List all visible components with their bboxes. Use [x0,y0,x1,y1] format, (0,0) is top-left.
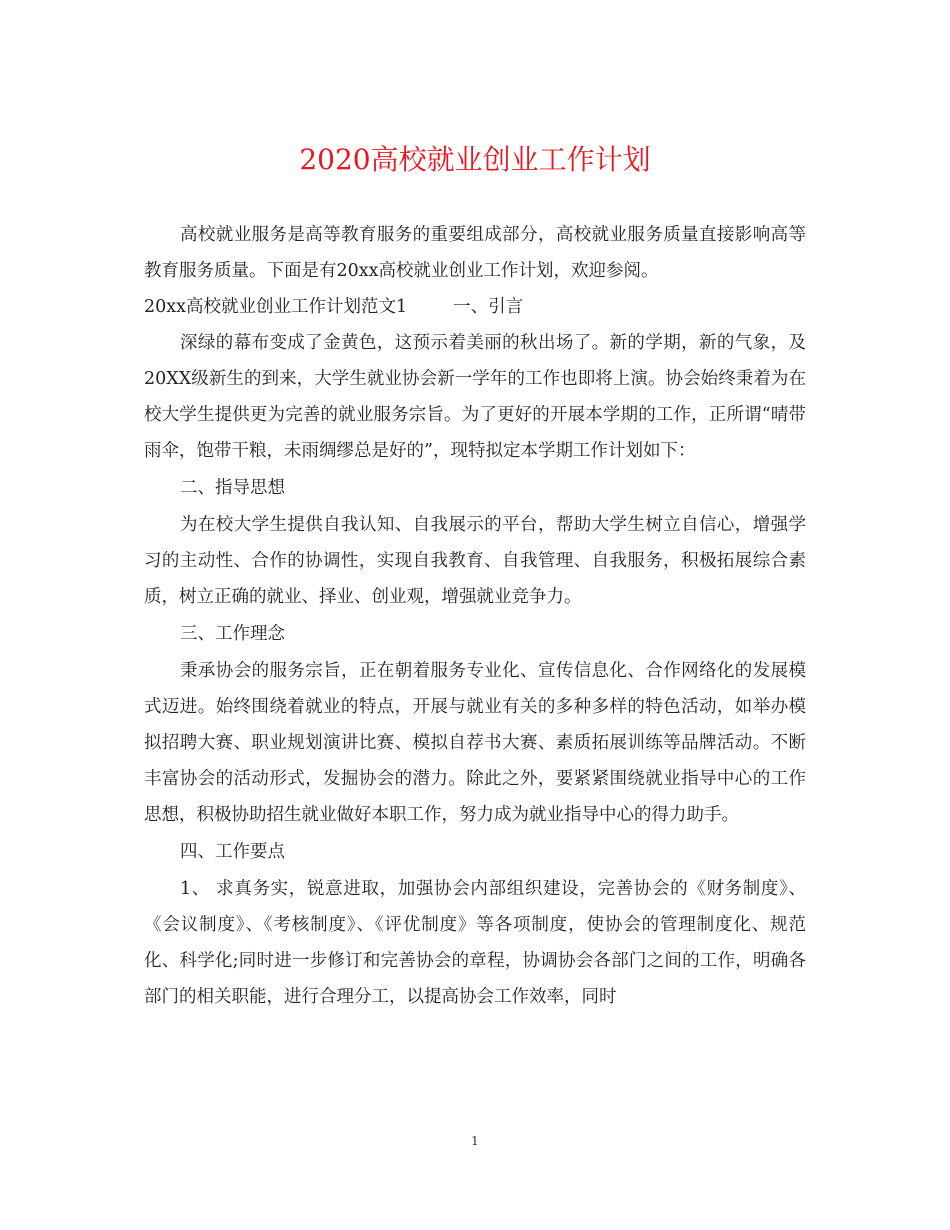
section-heading-2: 二、指导思想 [180,478,285,498]
section-heading-1: 一、引言 [453,297,524,317]
document-body [144,217,806,1015]
section-heading-4: 四、工作要点 [180,842,285,862]
section-4-item-1: 1、 求真务实，锐意进取，加强协会内部组织建设，完善协会的《财务制度》、《会议制度》、《考核制度》、《评优制度》等各项制度，使协会的管理制度化、规范化、科学化;同时进一步修订和完善协会的章程，协调协会各部门之间的工作，明确各部门的相关职能，进行合理分工，以提高协会工作效率，同时 [144,879,806,1007]
intro-paragraph: 高校就业服务是高等教育服务的重要组成部分，高校就业服务质量直接影响高等教育服务质量。下面是有20xx高校就业创业工作计划，欢迎参阅。 [144,225,806,281]
section-heading-3: 三、工作理念 [180,624,285,644]
sample-heading-row [144,289,806,325]
section-paragraph-2: 为在校大学生提供自我认知、自我展示的平台，帮助大学生树立自信心，增强学习的主动性、合作的协调性，实现自我教育、自我管理、自我服务，积极拓展综合素质，树立正确的就业、择业、创业观，增强就业竞争力。 [144,515,806,607]
sample-label: 20xx高校就业创业工作计划范文1 [144,297,408,317]
section-paragraph-3: 秉承协会的服务宗旨，正在朝着服务专业化、宣传信息化、合作网络化的发展模式迈进。始终围绕着就业的特点，开展与就业有关的多种多样的特色活动，如举办模拟招聘大赛、职业规划演讲比赛、模拟自荐书大赛、素质拓展训练等品牌活动。不断丰富协会的活动形式，发掘协会的潜力。除此之外，要紧紧围绕就业指导中心的工作思想，积极协助招生就业做好本职工作，努力成为就业指导中心的得力助手。 [144,661,806,825]
document-title: 2020高校就业创业工作计划 [299,143,651,176]
page-number: 1 [471,1134,479,1148]
section-paragraph-1: 深绿的幕布变成了金黄色，这预示着美丽的秋出场了。新的学期，新的气象，及20XX级新生的到来，大学生就业协会新一学年的工作也即将上演。协会始终秉着为在校大学生提供更为完善的就业服务宗旨。为了更好的开展本学期的工作，正所谓“晴带雨伞，饱带干粮，未雨绸缪总是好的”，现特拟定本学期工作计划如下： [144,333,806,461]
